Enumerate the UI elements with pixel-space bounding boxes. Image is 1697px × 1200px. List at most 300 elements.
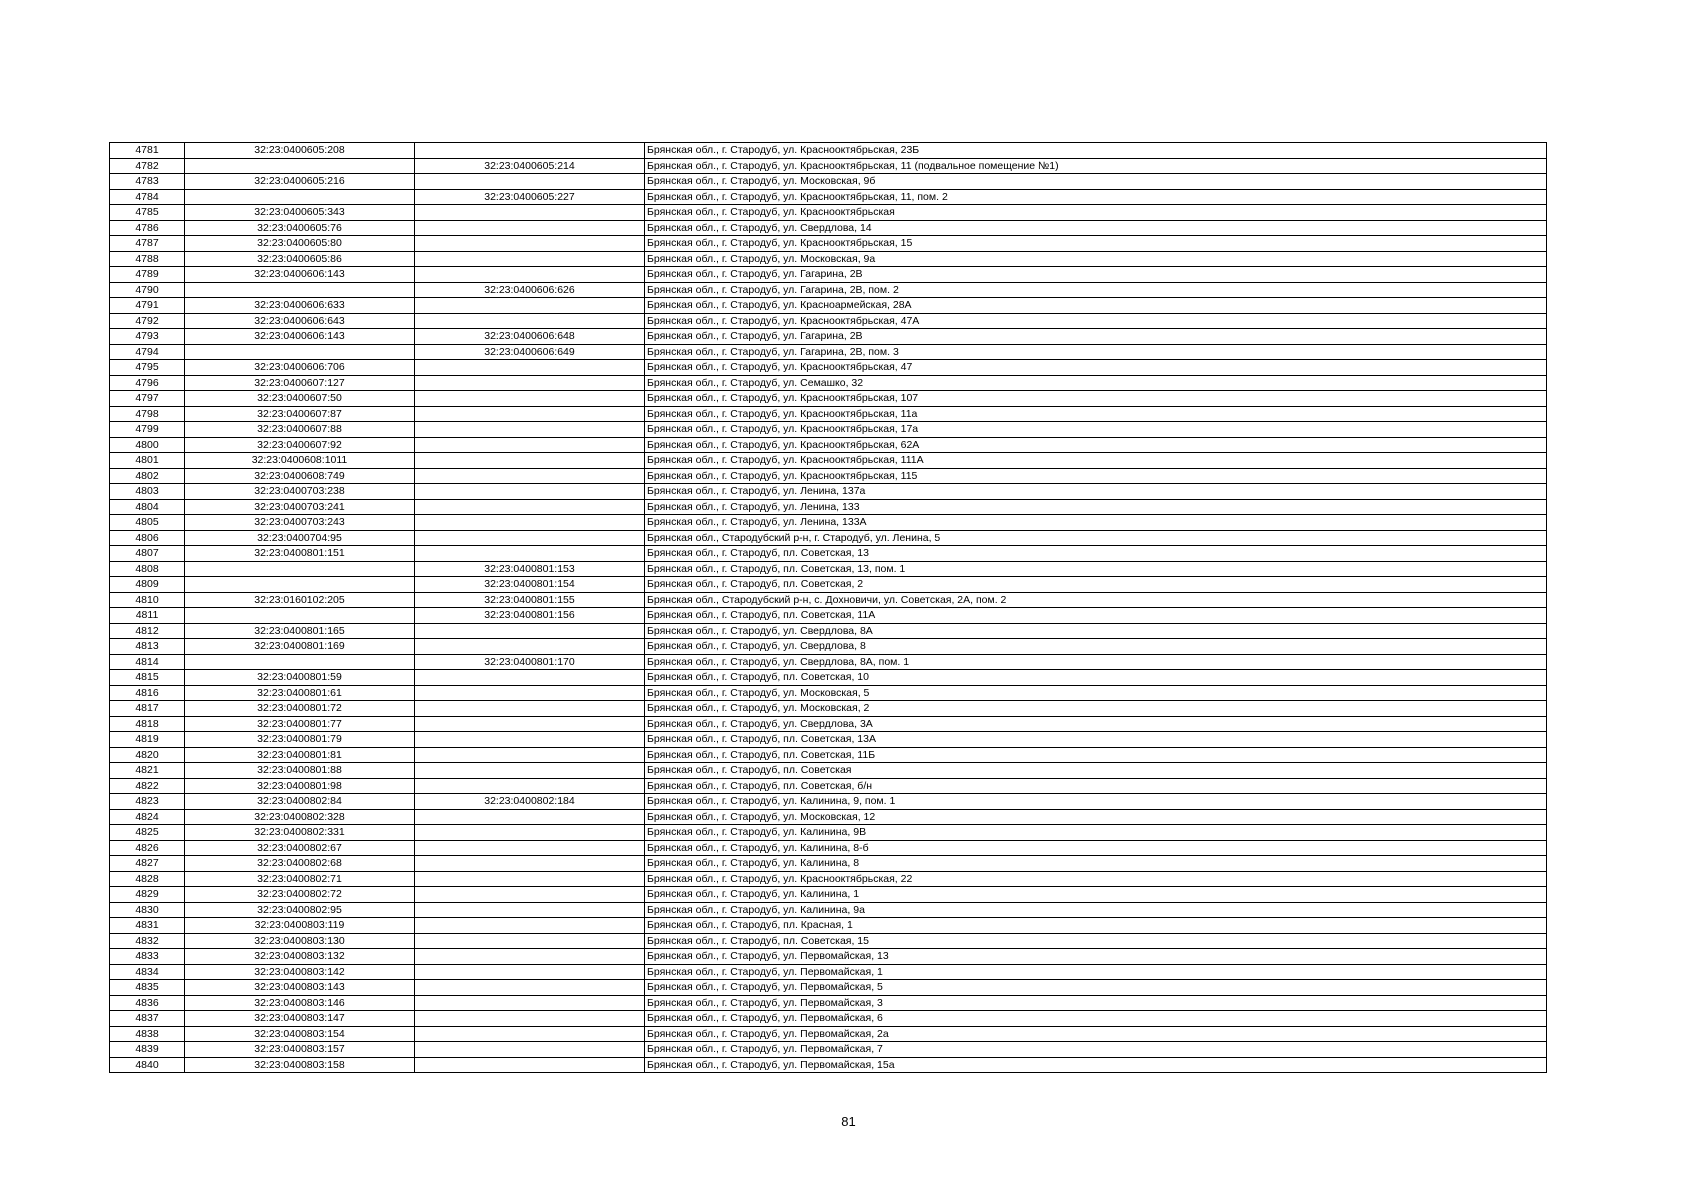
- cadastral-number-secondary-cell: [415, 174, 645, 190]
- row-number-cell: 4837: [110, 1011, 185, 1027]
- cadastral-number-cell: 32:23:0160102:205: [185, 592, 415, 608]
- address-cell: Брянская обл., г. Стародуб, ул. Свердлова, 8А, пом. 1: [645, 654, 1547, 670]
- address-cell: Брянская обл., г. Стародуб, ул. Краснооктябрьская: [645, 205, 1547, 221]
- row-number-cell: 4805: [110, 515, 185, 531]
- cadastral-number-secondary-cell: [415, 422, 645, 438]
- table-row: [110, 747, 1547, 763]
- cadastral-number-secondary-cell: 32:23:0400606:649: [415, 344, 645, 360]
- cadastral-number-secondary-cell: [415, 732, 645, 748]
- address-cell: Брянская обл., г. Стародуб, ул. Ленина, 137а: [645, 484, 1547, 500]
- table-row: [110, 794, 1547, 810]
- cadastral-number-secondary-cell: [415, 220, 645, 236]
- table-row: [110, 437, 1547, 453]
- table-row: [110, 995, 1547, 1011]
- address-cell: Брянская обл., г. Стародуб, ул. Ленина, 133А: [645, 515, 1547, 531]
- cadastral-number-secondary-cell: [415, 964, 645, 980]
- cadastral-number-secondary-cell: [415, 825, 645, 841]
- table-row: [110, 623, 1547, 639]
- cadastral-number-secondary-cell: [415, 995, 645, 1011]
- cadastral-number-cell: 32:23:0400605:80: [185, 236, 415, 252]
- table-row: [110, 902, 1547, 918]
- cadastral-number-cell: 32:23:0400605:343: [185, 205, 415, 221]
- cadastral-number-cell: [185, 577, 415, 593]
- cadastral-number-cell: 32:23:0400801:88: [185, 763, 415, 779]
- table-row: [110, 329, 1547, 345]
- table-row: [110, 763, 1547, 779]
- row-number-cell: 4835: [110, 980, 185, 996]
- row-number-cell: 4787: [110, 236, 185, 252]
- address-cell: Брянская обл., г. Стародуб, ул. Московская, 9а: [645, 251, 1547, 267]
- row-number-cell: 4790: [110, 282, 185, 298]
- cadastral-number-cell: 32:23:0400803:130: [185, 933, 415, 949]
- cadastral-number-cell: 32:23:0400606:633: [185, 298, 415, 314]
- cadastral-number-cell: 32:23:0400703:241: [185, 499, 415, 515]
- row-number-cell: 4833: [110, 949, 185, 965]
- address-cell: Брянская обл., г. Стародуб, ул. Первомайская, 1: [645, 964, 1547, 980]
- cadastral-number-cell: 32:23:0400802:84: [185, 794, 415, 810]
- address-cell: Брянская обл., г. Стародуб, ул. Краснооктябрьская, 17а: [645, 422, 1547, 438]
- cadastral-number-cell: 32:23:0400802:95: [185, 902, 415, 918]
- row-number-cell: 4824: [110, 809, 185, 825]
- address-cell: Брянская обл., г. Стародуб, ул. Калинина, 8: [645, 856, 1547, 872]
- row-number-cell: 4816: [110, 685, 185, 701]
- cadastral-number-secondary-cell: [415, 856, 645, 872]
- cadastral-number-secondary-cell: [415, 546, 645, 562]
- cadastral-number-secondary-cell: [415, 1057, 645, 1073]
- address-cell: Брянская обл., г. Стародуб, ул. Московская, 2: [645, 701, 1547, 717]
- cadastral-number-secondary-cell: [415, 1026, 645, 1042]
- cadastral-number-secondary-cell: [415, 639, 645, 655]
- address-cell: Брянская обл., г. Стародуб, ул. Первомайская, 15а: [645, 1057, 1547, 1073]
- table-row: [110, 251, 1547, 267]
- cadastral-number-cell: 32:23:0400802:67: [185, 840, 415, 856]
- address-cell: Брянская обл., г. Стародуб, ул. Краснооктябрьская, 15: [645, 236, 1547, 252]
- address-cell: Брянская обл., г. Стародуб, пл. Советская, 11Б: [645, 747, 1547, 763]
- cadastral-number-secondary-cell: [415, 840, 645, 856]
- row-number-cell: 4838: [110, 1026, 185, 1042]
- cadastral-number-secondary-cell: [415, 747, 645, 763]
- cadastral-number-cell: [185, 561, 415, 577]
- row-number-cell: 4807: [110, 546, 185, 562]
- table-row: [110, 964, 1547, 980]
- table-row: [110, 825, 1547, 841]
- cadastral-number-cell: 32:23:0400803:119: [185, 918, 415, 934]
- table-row: [110, 189, 1547, 205]
- table-row: [110, 453, 1547, 469]
- cadastral-number-cell: 32:23:0400801:151: [185, 546, 415, 562]
- cadastral-number-secondary-cell: [415, 530, 645, 546]
- page-number: 81: [841, 1114, 856, 1129]
- address-cell: Брянская обл., г. Стародуб, ул. Свердлова, 14: [645, 220, 1547, 236]
- cadastral-number-secondary-cell: [415, 809, 645, 825]
- cadastral-number-secondary-cell: [415, 670, 645, 686]
- address-cell: Брянская обл., г. Стародуб, ул. Красноармейская, 28А: [645, 298, 1547, 314]
- cadastral-number-cell: 32:23:0400802:72: [185, 887, 415, 903]
- cadastral-number-cell: 32:23:0400803:154: [185, 1026, 415, 1042]
- row-number-cell: 4810: [110, 592, 185, 608]
- row-number-cell: 4806: [110, 530, 185, 546]
- cadastral-number-secondary-cell: [415, 685, 645, 701]
- row-number-cell: 4815: [110, 670, 185, 686]
- address-cell: Брянская обл., г. Стародуб, пл. Советская, 11А: [645, 608, 1547, 624]
- table-row: [110, 592, 1547, 608]
- cadastral-number-cell: [185, 189, 415, 205]
- row-number-cell: 4786: [110, 220, 185, 236]
- cadastral-number-secondary-cell: 32:23:0400801:154: [415, 577, 645, 593]
- address-cell: Брянская обл., г. Стародуб, ул. Краснооктябрьская, 11 (подвальное помещение №1): [645, 158, 1547, 174]
- cadastral-number-secondary-cell: [415, 716, 645, 732]
- row-number-cell: 4808: [110, 561, 185, 577]
- cadastral-number-cell: 32:23:0400704:95: [185, 530, 415, 546]
- address-cell: Брянская обл., г. Стародуб, пл. Красная, 1: [645, 918, 1547, 934]
- table-row: [110, 282, 1547, 298]
- table-row: [110, 1011, 1547, 1027]
- row-number-cell: 4839: [110, 1042, 185, 1058]
- address-cell: Брянская обл., Стародубский р-н, г. Стародуб, ул. Ленина, 5: [645, 530, 1547, 546]
- table-row: [110, 871, 1547, 887]
- table-row: [110, 205, 1547, 221]
- table-row: [110, 143, 1547, 159]
- address-cell: Брянская обл., г. Стародуб, ул. Свердлова, 8: [645, 639, 1547, 655]
- row-number-cell: 4818: [110, 716, 185, 732]
- row-number-cell: 4817: [110, 701, 185, 717]
- table-row: [110, 298, 1547, 314]
- address-cell: Брянская обл., г. Стародуб, ул. Семашко, 32: [645, 375, 1547, 391]
- row-number-cell: 4823: [110, 794, 185, 810]
- cadastral-number-secondary-cell: [415, 391, 645, 407]
- cadastral-number-secondary-cell: [415, 918, 645, 934]
- table-row: [110, 980, 1547, 996]
- row-number-cell: 4836: [110, 995, 185, 1011]
- cadastral-number-cell: 32:23:0400605:216: [185, 174, 415, 190]
- cadastral-number-cell: 32:23:0400606:643: [185, 313, 415, 329]
- cadastral-number-cell: [185, 282, 415, 298]
- address-cell: Брянская обл., г. Стародуб, ул. Гагарина, 2В, пом. 2: [645, 282, 1547, 298]
- row-number-cell: 4834: [110, 964, 185, 980]
- row-number-cell: 4797: [110, 391, 185, 407]
- cadastral-number-cell: 32:23:0400605:208: [185, 143, 415, 159]
- row-number-cell: 4814: [110, 654, 185, 670]
- cadastral-number-secondary-cell: 32:23:0400606:626: [415, 282, 645, 298]
- cadastral-number-cell: 32:23:0400802:331: [185, 825, 415, 841]
- address-cell: Брянская обл., г. Стародуб, пл. Советская, 13А: [645, 732, 1547, 748]
- table-row: [110, 530, 1547, 546]
- row-number-cell: 4825: [110, 825, 185, 841]
- cadastral-number-secondary-cell: [415, 360, 645, 376]
- cadastral-number-cell: 32:23:0400801:81: [185, 747, 415, 763]
- cadastral-number-secondary-cell: 32:23:0400605:214: [415, 158, 645, 174]
- cadastral-number-cell: 32:23:0400803:147: [185, 1011, 415, 1027]
- cadastral-number-cell: 32:23:0400803:143: [185, 980, 415, 996]
- address-cell: Брянская обл., г. Стародуб, ул. Краснооктябрьская, 107: [645, 391, 1547, 407]
- table-row: [110, 375, 1547, 391]
- row-number-cell: 4785: [110, 205, 185, 221]
- cadastral-number-cell: 32:23:0400803:146: [185, 995, 415, 1011]
- row-number-cell: 4789: [110, 267, 185, 283]
- row-number-cell: 4794: [110, 344, 185, 360]
- table-row: [110, 422, 1547, 438]
- cadastral-number-cell: 32:23:0400703:243: [185, 515, 415, 531]
- cadastral-number-secondary-cell: [415, 313, 645, 329]
- cadastral-number-cell: 32:23:0400801:165: [185, 623, 415, 639]
- row-number-cell: 4832: [110, 933, 185, 949]
- address-cell: Брянская обл., г. Стародуб, ул. Первомайская, 5: [645, 980, 1547, 996]
- cadastral-number-cell: [185, 654, 415, 670]
- address-cell: Брянская обл., г. Стародуб, пл. Советская, 2: [645, 577, 1547, 593]
- row-number-cell: 4829: [110, 887, 185, 903]
- cadastral-number-cell: 32:23:0400605:86: [185, 251, 415, 267]
- address-cell: Брянская обл., г. Стародуб, ул. Краснооктябрьская, 47А: [645, 313, 1547, 329]
- address-cell: Брянская обл., г. Стародуб, пл. Советская, б/н: [645, 778, 1547, 794]
- cadastral-number-cell: 32:23:0400607:127: [185, 375, 415, 391]
- address-cell: Брянская обл., г. Стародуб, ул. Первомайская, 3: [645, 995, 1547, 1011]
- table-row: [110, 840, 1547, 856]
- row-number-cell: 4830: [110, 902, 185, 918]
- address-cell: Брянская обл., г. Стародуб, ул. Московская, 12: [645, 809, 1547, 825]
- cadastral-number-cell: 32:23:0400607:92: [185, 437, 415, 453]
- row-number-cell: 4791: [110, 298, 185, 314]
- cadastral-number-secondary-cell: [415, 980, 645, 996]
- address-cell: Брянская обл., г. Стародуб, ул. Краснооктябрьская, 23Б: [645, 143, 1547, 159]
- row-number-cell: 4809: [110, 577, 185, 593]
- cadastral-number-secondary-cell: 32:23:0400605:227: [415, 189, 645, 205]
- cadastral-number-secondary-cell: [415, 484, 645, 500]
- cadastral-number-secondary-cell: [415, 298, 645, 314]
- cadastral-number-cell: 32:23:0400802:328: [185, 809, 415, 825]
- table-row: [110, 561, 1547, 577]
- cadastral-number-cell: 32:23:0400801:72: [185, 701, 415, 717]
- address-cell: Брянская обл., Стародубский р-н, с. Дохновичи, ул. Советская, 2А, пом. 2: [645, 592, 1547, 608]
- table-row: [110, 732, 1547, 748]
- property-table: [109, 142, 1547, 1073]
- cadastral-number-cell: 32:23:0400802:68: [185, 856, 415, 872]
- table-row: [110, 546, 1547, 562]
- cadastral-number-secondary-cell: 32:23:0400801:170: [415, 654, 645, 670]
- row-number-cell: 4801: [110, 453, 185, 469]
- table-row: [110, 515, 1547, 531]
- address-cell: Брянская обл., г. Стародуб, ул. Московская, 5: [645, 685, 1547, 701]
- cadastral-number-secondary-cell: [415, 267, 645, 283]
- row-number-cell: 4793: [110, 329, 185, 345]
- table-row: [110, 344, 1547, 360]
- cadastral-number-cell: 32:23:0400608:749: [185, 468, 415, 484]
- cadastral-number-secondary-cell: [415, 143, 645, 159]
- address-cell: Брянская обл., г. Стародуб, ул. Калинина, 8-б: [645, 840, 1547, 856]
- address-cell: Брянская обл., г. Стародуб, ул. Гагарина, 2В: [645, 267, 1547, 283]
- address-cell: Брянская обл., г. Стародуб, ул. Краснооктябрьская, 111А: [645, 453, 1547, 469]
- cadastral-number-cell: 32:23:0400803:132: [185, 949, 415, 965]
- cadastral-number-secondary-cell: [415, 778, 645, 794]
- row-number-cell: 4811: [110, 608, 185, 624]
- row-number-cell: 4822: [110, 778, 185, 794]
- cadastral-number-secondary-cell: [415, 887, 645, 903]
- table-row: [110, 701, 1547, 717]
- row-number-cell: 4799: [110, 422, 185, 438]
- table-row: [110, 468, 1547, 484]
- address-cell: Брянская обл., г. Стародуб, ул. Калинина, 9, пом. 1: [645, 794, 1547, 810]
- address-cell: Брянская обл., г. Стародуб, ул. Краснооктябрьская, 22: [645, 871, 1547, 887]
- table-row: [110, 639, 1547, 655]
- cadastral-number-secondary-cell: [415, 701, 645, 717]
- table-body: [110, 143, 1547, 1073]
- address-cell: Брянская обл., г. Стародуб, пл. Советская, 13: [645, 546, 1547, 562]
- cadastral-number-secondary-cell: [415, 468, 645, 484]
- cadastral-number-cell: 32:23:0400801:79: [185, 732, 415, 748]
- cadastral-number-secondary-cell: 32:23:0400801:153: [415, 561, 645, 577]
- cadastral-number-secondary-cell: [415, 933, 645, 949]
- cadastral-number-cell: 32:23:0400802:71: [185, 871, 415, 887]
- row-number-cell: 4819: [110, 732, 185, 748]
- table-row: [110, 313, 1547, 329]
- table-row: [110, 949, 1547, 965]
- row-number-cell: 4804: [110, 499, 185, 515]
- cadastral-number-cell: 32:23:0400607:88: [185, 422, 415, 438]
- address-cell: Брянская обл., г. Стародуб, ул. Московская, 9б: [645, 174, 1547, 190]
- cadastral-number-secondary-cell: [415, 515, 645, 531]
- table-row: [110, 577, 1547, 593]
- address-cell: Брянская обл., г. Стародуб, ул. Гагарина, 2В: [645, 329, 1547, 345]
- table-row: [110, 267, 1547, 283]
- row-number-cell: 4800: [110, 437, 185, 453]
- cadastral-number-secondary-cell: [415, 236, 645, 252]
- table-row: [110, 716, 1547, 732]
- cadastral-number-cell: [185, 344, 415, 360]
- table-row: [110, 1042, 1547, 1058]
- cadastral-number-cell: 32:23:0400801:61: [185, 685, 415, 701]
- table-row: [110, 608, 1547, 624]
- cadastral-number-secondary-cell: [415, 623, 645, 639]
- table-row: [110, 809, 1547, 825]
- table-row: [110, 670, 1547, 686]
- cadastral-number-cell: 32:23:0400608:1011: [185, 453, 415, 469]
- cadastral-number-cell: 32:23:0400801:77: [185, 716, 415, 732]
- cadastral-number-secondary-cell: [415, 437, 645, 453]
- row-number-cell: 4820: [110, 747, 185, 763]
- table-row: [110, 918, 1547, 934]
- address-cell: Брянская обл., г. Стародуб, ул. Свердлова, 8А: [645, 623, 1547, 639]
- table-row: [110, 236, 1547, 252]
- address-cell: Брянская обл., г. Стародуб, пл. Советская, 13, пом. 1: [645, 561, 1547, 577]
- row-number-cell: 4781: [110, 143, 185, 159]
- cadastral-number-secondary-cell: 32:23:0400802:184: [415, 794, 645, 810]
- cadastral-number-secondary-cell: [415, 499, 645, 515]
- cadastral-number-cell: 32:23:0400703:238: [185, 484, 415, 500]
- cadastral-number-secondary-cell: [415, 406, 645, 422]
- table-row: [110, 856, 1547, 872]
- table-row: [110, 406, 1547, 422]
- table-row: [110, 158, 1547, 174]
- cadastral-number-secondary-cell: [415, 902, 645, 918]
- address-cell: Брянская обл., г. Стародуб, ул. Ленина, 133: [645, 499, 1547, 515]
- address-cell: Брянская обл., г. Стародуб, ул. Первомайская, 7: [645, 1042, 1547, 1058]
- address-cell: Брянская обл., г. Стародуб, ул. Краснооктябрьская, 11а: [645, 406, 1547, 422]
- address-cell: Брянская обл., г. Стародуб, ул. Первомайская, 6: [645, 1011, 1547, 1027]
- cadastral-number-cell: 32:23:0400801:98: [185, 778, 415, 794]
- row-number-cell: 4783: [110, 174, 185, 190]
- cadastral-number-cell: 32:23:0400607:50: [185, 391, 415, 407]
- cadastral-number-cell: [185, 608, 415, 624]
- table-row: [110, 685, 1547, 701]
- cadastral-number-cell: 32:23:0400801:59: [185, 670, 415, 686]
- row-number-cell: 4840: [110, 1057, 185, 1073]
- address-cell: Брянская обл., г. Стародуб, ул. Первомайская, 13: [645, 949, 1547, 965]
- table-row: [110, 220, 1547, 236]
- cadastral-number-secondary-cell: [415, 205, 645, 221]
- address-cell: Брянская обл., г. Стародуб, ул. Калинина, 1: [645, 887, 1547, 903]
- address-cell: Брянская обл., г. Стародуб, ул. Краснооктябрьская, 47: [645, 360, 1547, 376]
- cadastral-number-cell: 32:23:0400801:169: [185, 639, 415, 655]
- cadastral-number-cell: 32:23:0400606:143: [185, 329, 415, 345]
- row-number-cell: 4826: [110, 840, 185, 856]
- address-cell: Брянская обл., г. Стародуб, пл. Советская, 10: [645, 670, 1547, 686]
- row-number-cell: 4828: [110, 871, 185, 887]
- address-cell: Брянская обл., г. Стародуб, ул. Свердлова, 3А: [645, 716, 1547, 732]
- address-cell: Брянская обл., г. Стародуб, ул. Краснооктябрьская, 62А: [645, 437, 1547, 453]
- row-number-cell: 4782: [110, 158, 185, 174]
- table-row: [110, 887, 1547, 903]
- cadastral-number-cell: [185, 158, 415, 174]
- cadastral-number-secondary-cell: 32:23:0400801:155: [415, 592, 645, 608]
- cadastral-number-secondary-cell: [415, 1042, 645, 1058]
- table-row: [110, 1026, 1547, 1042]
- row-number-cell: 4802: [110, 468, 185, 484]
- table-row: [110, 778, 1547, 794]
- row-number-cell: 4831: [110, 918, 185, 934]
- cadastral-number-cell: 32:23:0400803:157: [185, 1042, 415, 1058]
- cadastral-number-secondary-cell: [415, 251, 645, 267]
- cadastral-number-cell: 32:23:0400606:143: [185, 267, 415, 283]
- cadastral-number-cell: 32:23:0400803:158: [185, 1057, 415, 1073]
- address-cell: Брянская обл., г. Стародуб, пл. Советская: [645, 763, 1547, 779]
- cadastral-number-secondary-cell: 32:23:0400801:156: [415, 608, 645, 624]
- table-row: [110, 933, 1547, 949]
- cadastral-number-secondary-cell: [415, 453, 645, 469]
- cadastral-number-secondary-cell: [415, 1011, 645, 1027]
- address-cell: Брянская обл., г. Стародуб, ул. Первомайская, 2а: [645, 1026, 1547, 1042]
- row-number-cell: 4795: [110, 360, 185, 376]
- cadastral-number-cell: 32:23:0400803:142: [185, 964, 415, 980]
- cadastral-number-cell: 32:23:0400606:706: [185, 360, 415, 376]
- row-number-cell: 4784: [110, 189, 185, 205]
- table-row: [110, 654, 1547, 670]
- row-number-cell: 4821: [110, 763, 185, 779]
- row-number-cell: 4827: [110, 856, 185, 872]
- row-number-cell: 4796: [110, 375, 185, 391]
- cadastral-number-secondary-cell: [415, 375, 645, 391]
- cadastral-number-secondary-cell: [415, 763, 645, 779]
- table-row: [110, 1057, 1547, 1073]
- table-row: [110, 484, 1547, 500]
- address-cell: Брянская обл., г. Стародуб, ул. Калинина, 9В: [645, 825, 1547, 841]
- table-row: [110, 499, 1547, 515]
- table-row: [110, 391, 1547, 407]
- address-cell: Брянская обл., г. Стародуб, пл. Советская, 15: [645, 933, 1547, 949]
- row-number-cell: 4788: [110, 251, 185, 267]
- row-number-cell: 4812: [110, 623, 185, 639]
- row-number-cell: 4813: [110, 639, 185, 655]
- cadastral-number-secondary-cell: [415, 871, 645, 887]
- cadastral-number-secondary-cell: [415, 949, 645, 965]
- address-cell: Брянская обл., г. Стародуб, ул. Краснооктябрьская, 11, пом. 2: [645, 189, 1547, 205]
- cadastral-number-cell: 32:23:0400607:87: [185, 406, 415, 422]
- table-row: [110, 174, 1547, 190]
- row-number-cell: 4792: [110, 313, 185, 329]
- cadastral-number-secondary-cell: 32:23:0400606:648: [415, 329, 645, 345]
- row-number-cell: 4803: [110, 484, 185, 500]
- cadastral-number-cell: 32:23:0400605:76: [185, 220, 415, 236]
- address-cell: Брянская обл., г. Стародуб, ул. Гагарина, 2В, пом. 3: [645, 344, 1547, 360]
- address-cell: Брянская обл., г. Стародуб, ул. Калинина, 9а: [645, 902, 1547, 918]
